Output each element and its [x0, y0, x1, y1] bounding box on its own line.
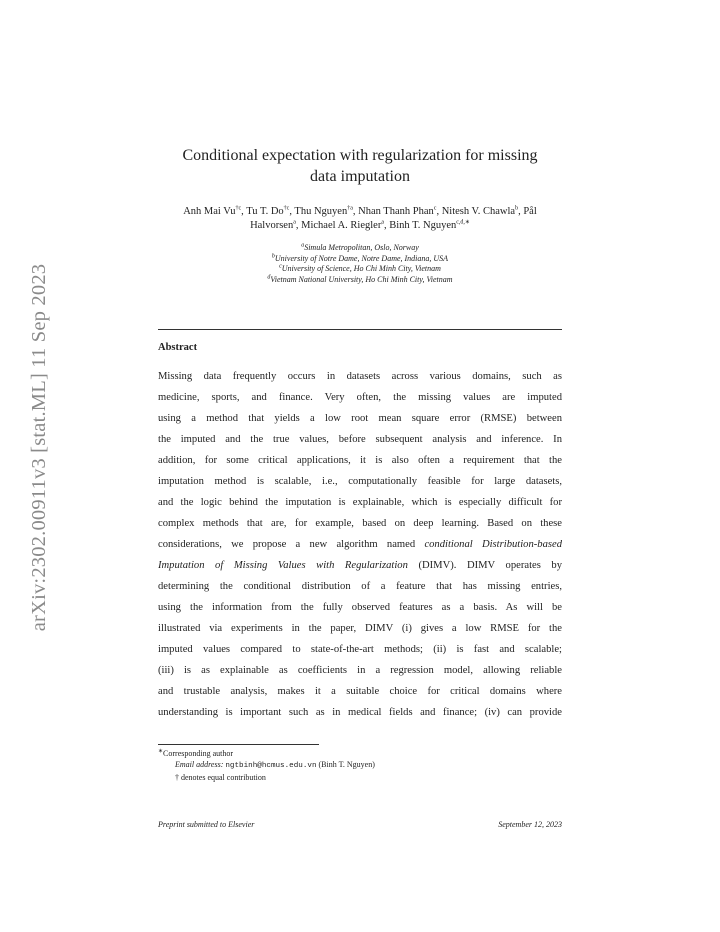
abstract-line: using a method that yields a low root mean square error (RMSE) between: [158, 413, 562, 424]
preprint-note: Preprint submitted to Elsevier: [158, 820, 255, 829]
author-name: Binh T. Nguyen: [389, 220, 457, 231]
author-name: Nitesh V. Chawla: [441, 206, 516, 217]
title-line-1: Conditional expectation with regularization for missing: [182, 147, 538, 164]
arxiv-stamp: arXiv:2302.00911v3 [stat.ML] 11 Sep 2023: [28, 263, 51, 631]
abstract-line: using the information from the fully observed features as a basis. As will be: [158, 602, 562, 613]
abstract-line: understanding is important such as in medical fields and finance; (iv) can provide: [158, 707, 562, 718]
email-link[interactable]: ngtbinh@hcmus.edu.vn: [225, 762, 317, 770]
footnote-equal-contribution: † denotes equal contribution: [175, 773, 266, 782]
footnote-email: Email address: ngtbinh@hcmus.edu.vn (Binh T. Nguyen): [175, 760, 375, 770]
footnote-rule: [158, 744, 319, 745]
preprint-date: September 12, 2023: [498, 820, 562, 829]
abstract-line: imputed values compared to state-of-the-art methods; (ii) is fast and scalable;: [158, 644, 562, 655]
abstract-line: addition, for some critical applications, it is also often a requirement that the: [158, 455, 562, 466]
affiliation: $^d$Vietnam National University, Ho Chi Minh City, Vietnam: [267, 274, 453, 284]
author-name: Nhan Thanh Phan: [358, 206, 434, 217]
abstract-line: determining the conditional distribution of a feature that has missing entries,: [158, 581, 562, 592]
abstract-line: and the logic behind the imputation is explainable, which is especially difficult for: [158, 497, 562, 508]
affiliation: $^a$Simula Metropolitan, Oslo, Norway: [301, 242, 419, 252]
title-line-2: data imputation: [310, 168, 410, 185]
abstract-heading: Abstract: [158, 342, 198, 353]
abstract-line: the imputed and the true values, before subsequent analysis and inference. In: [158, 434, 562, 445]
author-name: Anh Mai Vu: [183, 206, 236, 217]
abstract-line: Imputation of Missing Values with Regularization (DIMV). DIMV operates by: [158, 560, 562, 571]
abstract-line: medicine, sports, and finance. Very often, the missing values are imputed: [158, 392, 562, 403]
abstract-line: considerations, we propose a new algorithm named conditional Distribution-based: [158, 539, 562, 550]
abstract-line: illustrated via experiments in the paper, DIMV (i) gives a low RMSE for the: [158, 623, 562, 634]
author-list: Anh Mai Vu$^{\dagger c}$, Tu T. Do$^{\dagger c}$, Thu Nguyen$^{\dagger a}$, Nhan Thanh Phan$^c$, Nitesh V. Chawla$^b$, Pål Halvorsen$^a$, Michael A. Riegler$^a$, Binh T. Nguyen$^{c,d,∗}$: [183, 205, 537, 231]
abstract-body: [158, 369, 562, 726]
footnotes: [158, 748, 375, 783]
abstract-line: imputation method is scalable, i.e., computationally feasible for large datasets,: [158, 476, 562, 487]
preprint-footer: [158, 820, 562, 829]
abstract-line: complex methods that are, for example, based on deep learning. Based on these: [158, 518, 562, 529]
abstract-line: Missing data frequently occurs in datasets across various domains, such as: [158, 371, 562, 382]
abstract-line: and trustable analysis, makes it a suitable choice for critical domains where: [158, 686, 562, 697]
paper-title: [158, 145, 562, 187]
abstract-line: (iii) is as explainable as coefficients in a regression model, allowing reliable: [158, 665, 562, 676]
header-rule: [158, 329, 562, 330]
author-name: Thu Nguyen: [294, 206, 348, 217]
author-name: Pål Halvorsen: [250, 206, 537, 231]
affiliation: $^b$University of Notre Dame, Notre Dame, Indiana, USA: [271, 252, 449, 263]
footnote-corresponding: ∗Corresponding author: [158, 748, 234, 758]
author-name: Michael A. Riegler: [301, 220, 382, 231]
affiliation: $^c$University of Science, Ho Chi Minh City, Vietnam: [279, 263, 441, 274]
affiliations: [158, 243, 562, 285]
author-name: Tu T. Do: [246, 206, 284, 217]
